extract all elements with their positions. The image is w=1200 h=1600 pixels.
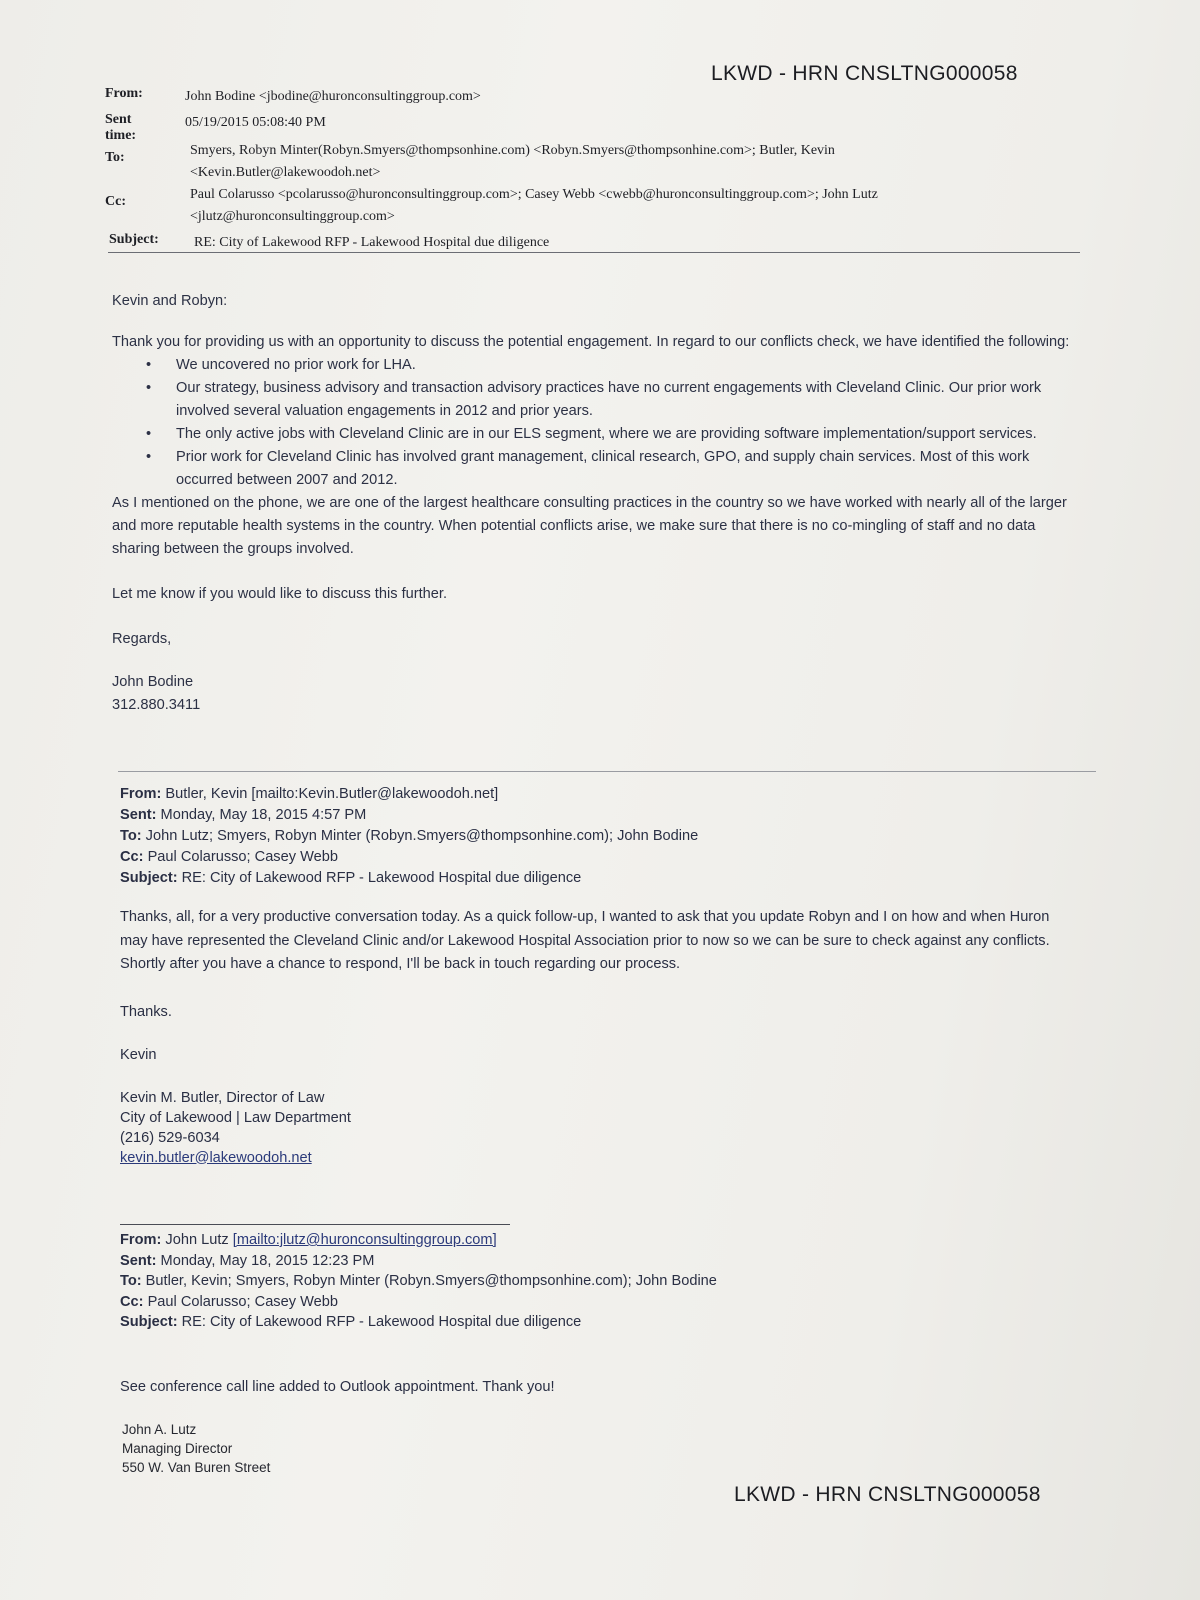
msg3-subject: RE: City of Lakewood RFP - Lakewood Hospital due diligence	[181, 1314, 582, 1330]
msg3-body: See conference call line added to Outlook appointment. Thank you!	[120, 1379, 555, 1395]
header-divider	[108, 252, 1080, 253]
message-3-header	[120, 1230, 1080, 1333]
list-item: • Prior work for Cleveland Clinic has involved grant management, clinical research, GPO, and supply chain services. Most of this work occurred between 2007 and 2012.	[112, 446, 1082, 492]
to-line-1: Smyers, Robyn Minter(Robyn.Smyers@thompsonhine.com) <Robyn.Smyers@thompsonhine.com>; Butler, Kevin	[190, 143, 835, 158]
msg3-sent: Monday, May 18, 2015 12:23 PM	[160, 1252, 375, 1269]
signature-name: John Bodine	[112, 674, 194, 690]
to-line-2: <Kevin.Butler@lakewoodoh.net>	[190, 165, 381, 180]
msg2-sig-line-3: (216) 529-6034	[120, 1129, 220, 1146]
list-item: • We uncovered no prior work for LHA.	[112, 354, 1082, 377]
msg2-thanks: Thanks.	[120, 1003, 172, 1020]
closing-line: Let me know if you would like to discuss this further.	[112, 586, 448, 602]
msg3-sig-line-2: Managing Director	[122, 1441, 233, 1456]
sent-value: 05/19/2015 05:08:40 PM	[185, 115, 326, 130]
msg3-from: John Lutz	[165, 1232, 229, 1248]
subject-value: RE: City of Lakewood RFP - Lakewood Hospital due diligence	[194, 235, 550, 250]
from-value: John Bodine <jbodine@huronconsultinggroup.com>	[185, 89, 481, 104]
conflicts-list	[112, 354, 1082, 492]
msg3-signature	[122, 1420, 270, 1477]
bates-number-bottom: LKWD - HRN CNSLTNG000058	[734, 1483, 1041, 1506]
cc-line-2: <jlutz@huronconsultinggroup.com>	[190, 209, 395, 224]
greeting: Kevin and Robyn:	[112, 293, 228, 309]
msg2-from: Butler, Kevin [mailto:Kevin.Butler@lakewoodoh.net]	[165, 786, 499, 802]
message-divider	[118, 771, 1096, 772]
message-1-body	[112, 290, 1082, 717]
regards: Regards,	[112, 631, 172, 647]
msg2-sig-line-2: City of Lakewood | Law Department	[120, 1109, 351, 1126]
msg2-subject-label: Subject:	[120, 870, 178, 886]
cc-label: Cc:	[105, 194, 126, 209]
from-label: From:	[105, 86, 143, 101]
msg3-sig-line-1: John A. Lutz	[122, 1422, 197, 1437]
cc-line-1: Paul Colarusso <pcolarusso@huronconsultinggroup.com>; Casey Webb <cwebb@huronconsultinggroup.com>; John Lutz	[190, 187, 878, 202]
list-item: • The only active jobs with Cleveland Clinic are in our ELS segment, where we are providing software implementation/support services.	[112, 423, 1082, 446]
msg3-to: Butler, Kevin; Smyers, Robyn Minter (Robyn.Smyers@thompsonhine.com); John Bodine	[145, 1273, 717, 1289]
msg2-subject: RE: City of Lakewood RFP - Lakewood Hospital due diligence	[181, 870, 582, 886]
signature-phone: 312.880.3411	[112, 697, 201, 713]
msg3-from-label: From:	[120, 1232, 162, 1248]
msg2-sig-email-link[interactable]: kevin.butler@lakewoodoh.net	[120, 1149, 312, 1166]
message-2-body	[120, 906, 1080, 1168]
msg2-cc: Paul Colarusso; Casey Webb	[147, 849, 338, 865]
msg2-sent-label: Sent:	[120, 807, 157, 823]
msg2-cc-label: Cc:	[120, 849, 144, 865]
msg2-paragraph: Thanks, all, for a very productive conversation today. As a quick follow-up, I wanted to ask that you update Robyn and I on how and when Huron may have represented the Cleveland Clinic and/or Lakewood Hospital Association prior to now so we can be sure to check against any conflicts. Shortly after you have a chance to respond, I'll be back in touch regarding our process.	[120, 909, 1050, 972]
sent-label: Sent time:	[105, 112, 137, 143]
msg2-to-label: To:	[120, 828, 142, 844]
msg3-from-link[interactable]: [mailto:jlutz@huronconsultinggroup.com]	[232, 1232, 497, 1248]
to-label: To:	[105, 150, 125, 165]
msg2-to: John Lutz; Smyers, Robyn Minter (Robyn.Smyers@thompsonhine.com); John Bodine	[145, 828, 699, 844]
paragraph-2: As I mentioned on the phone, we are one of the largest healthcare consulting practices in the country so we have worked with nearly all of the larger and more reputable health systems in the country. When potential conflicts arise, we make sure that there is no co-mingling of staff and no data sharing between the groups involved.	[112, 495, 1067, 557]
subject-label: Subject:	[109, 232, 159, 247]
msg3-sent-label: Sent:	[120, 1252, 157, 1269]
msg2-sig-line-1: Kevin M. Butler, Director of Law	[120, 1089, 325, 1106]
msg3-sig-line-3: 550 W. Van Buren Street	[122, 1460, 271, 1475]
msg3-cc-label: Cc:	[120, 1293, 144, 1310]
message-2-header	[120, 784, 1080, 889]
msg2-from-label: From:	[120, 786, 162, 802]
bates-number-top: LKWD - HRN CNSLTNG000058	[711, 62, 1018, 85]
msg3-subject-label: Subject:	[120, 1314, 178, 1330]
message-divider-2	[120, 1224, 510, 1225]
msg3-to-label: To:	[120, 1273, 142, 1289]
msg2-first-name: Kevin	[120, 1047, 157, 1063]
list-item: • Our strategy, business advisory and transaction advisory practices have no current engagements with Cleveland Clinic. Our prior work involved several valuation engagements in 2012 and prior years.	[112, 377, 1082, 423]
msg2-sent: Monday, May 18, 2015 4:57 PM	[160, 807, 367, 823]
msg3-cc: Paul Colarusso; Casey Webb	[147, 1293, 338, 1310]
intro-paragraph: Thank you for providing us with an opportunity to discuss the potential engagement. In regard to our conflicts check, we have identified the following:	[112, 334, 1070, 350]
